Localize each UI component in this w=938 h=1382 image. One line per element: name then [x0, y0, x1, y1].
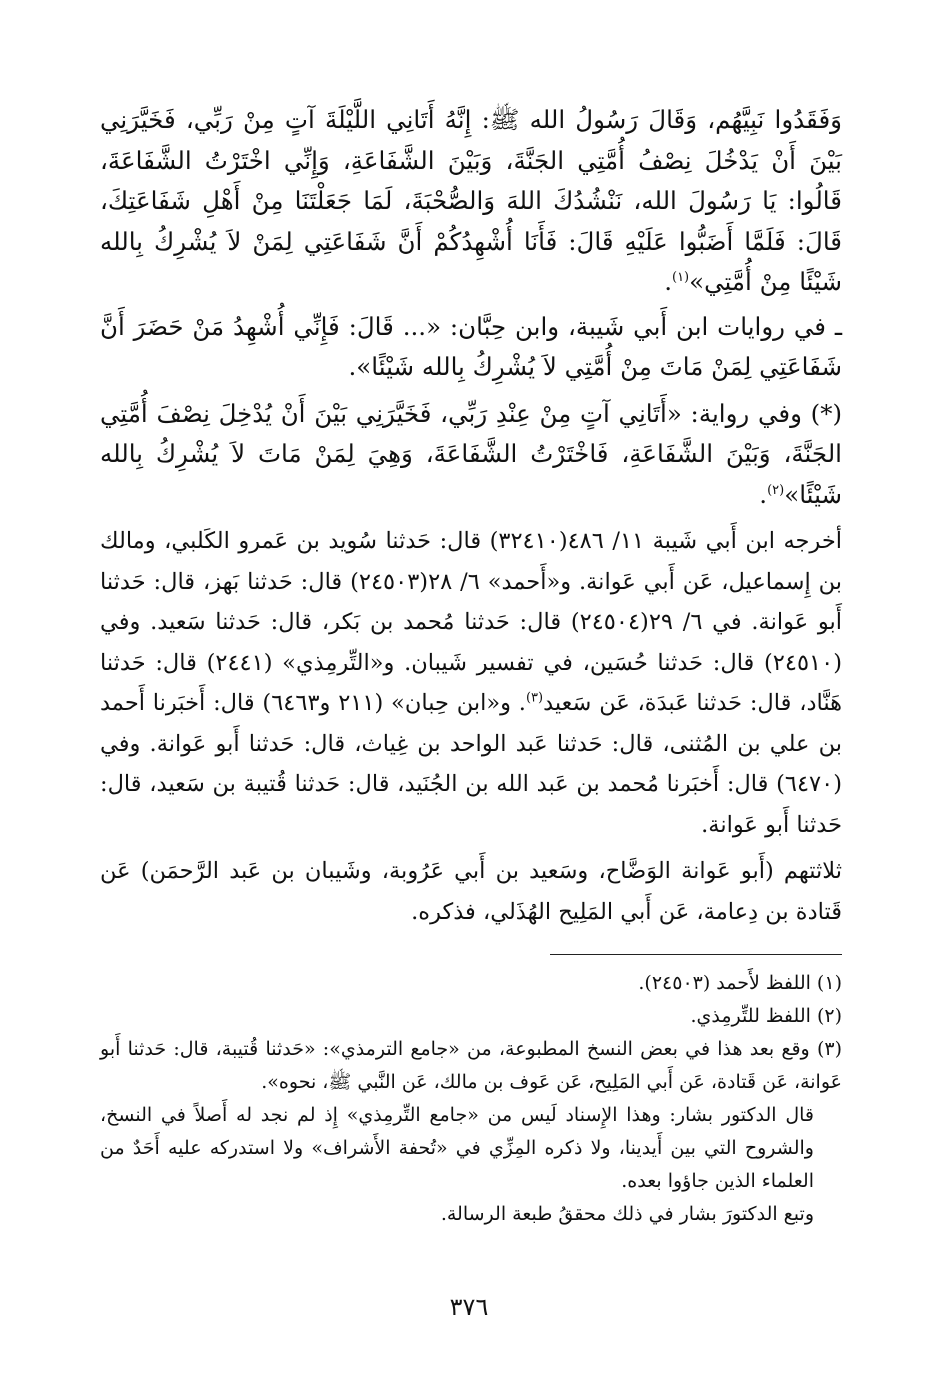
footnote-3: (٣) وقع بعد هذا في بعض النسخ المطبوعة، من «جامع الترمذي»: «حَدثنا قُتيبة، قال: حَدثنا أَبو عَوانة، عَن قَتادة، عَن أَبي المَلِيح، عَن عَوف بن مالك، عَن النَّبي ﷺ، نحوه».: [100, 1038, 842, 1093]
page-content: [100, 100, 842, 1231]
takhrij-text-b: . و«ابن حِبان» (٢١١ و٦٤٦٣) قال: أَخبَرنا أَحمد بن علي بن المُثنى، قال: حَدثنا عَبد الواحد بن غِياث، قال: حَدثنا أَبو عَوانة. وفي (٦٤٧٠) قال: أَخبَرنا مُحمد بن عَبد الله بن الجُنَيد، قال: حَدثنا قُتيبة بن سَعيد، قال: حَدثنا أَبو عَوانة.: [100, 690, 842, 838]
page-number: ٣٧٦: [449, 1293, 489, 1321]
footnote-3-continuation-1: قال الدكتور بشار: وهذا الإِسناد لَيس من «جامع التِّرمِذي» إِذ لم نجد له أَصلاً في النسخ، والشروح التي بين أَيدينا، ولا ذكره المِزِّي في «تُحفة الأَشراف» ولا استدركه عليه أَحَدٌ من العلماء الذين جاؤوا بعده.: [100, 1104, 814, 1192]
isnad-summary-text: ثلاثتهم (أَبو عَوانة الوَضَّاح، وسَعيد بن أَبي عَرُوبة، وشَيبان بن عَبد الرَّحمَن) عَن قَتادة بن دِعامة، عَن أَبي المَلِيح الهُذَلي، فذكره.: [100, 858, 842, 925]
footnote-1: (١) اللفظ لأَحمد (٢٤٥٠٣).: [638, 972, 842, 994]
hadith-paragraph-2: [100, 307, 842, 388]
hadith-text-1-end: .: [664, 267, 672, 296]
hadith-text-3-end: .: [759, 479, 768, 509]
isnad-summary-paragraph: [100, 851, 842, 932]
hadith-text-3: (*) وفي رواية: «أَتَانِي آتٍ مِنْ عِنْدِ رَبِّي، فَخَيَّرَنِي بَيْنَ أَنْ يُدْخِلَ نِصْفَ أُمَّتِي الجَنَّةَ، وَبَيْنَ الشَّفَاعَةِ، فَاخْتَرْتُ الشَّفَاعَةَ، وَهِيَ لِمَنْ مَاتَ لاَ يُشْرِكُ بِالله شَيْئًا»: [100, 398, 842, 509]
hadith-text-2: ـ في روايات ابن أَبي شَيبة، وابن حِبَّان: «... قَالَ: فَإِنِّي أُشْهِدُ مَنْ حَضَرَ أَنَّ شَفَاعَتِي لِمَنْ مَاتَ مِنْ أُمَّتِي لاَ يُشْرِكُ بِالله شَيْئًا».: [100, 311, 842, 381]
takhrij-text-a: أخرجه ابن أَبي شَيبة ١١/ ٤٨٦(٣٢٤١٠) قال: حَدثنا سُويد بن عَمرو الكَلبي، ومالك بن إِسماعيل، عَن أَبي عَوانة. و«أَحمد» ٦/ ٢٨(٢٤٥٠٣) قال: حَدثنا بَهز، قال: حَدثنا أَبو عَوانة. في ٦/ ٢٩(٢٤٥٠٤) قال: حَدثنا مُحمد بن بَكر، قال: حَدثنا سَعيد. وفي (٢٤٥١٠) قال: حَدثنا حُسَين، في تفسير شَيبان. و«التِّرمِذي» (٢٤٤١) قال: حَدثنا هَنَّاد، قال: حَدثنا عَبدَة، عَن سَعيد: [100, 528, 843, 716]
footnote-ref-2[interactable]: (٢): [767, 482, 785, 498]
footnote-3-continuation-2: وتبع الدكتورَ بشار في ذلك محققُ طبعة الرسالة.: [440, 1203, 814, 1225]
footnote-ref-1[interactable]: (١): [671, 269, 690, 285]
footnote-2: (٢) اللفظ للتِّرمِذي.: [690, 1005, 842, 1027]
footnote-separator: [550, 954, 842, 955]
takhrij-paragraph: [100, 521, 842, 845]
hadith-text-1: وَفَقَدُوا نَبِيَّهُم، وَقَالَ رَسُولُ الله ﷺ: إِنَّهُ أَتَانِي اللَّيْلَةَ آتٍ مِنْ رَبِّي، فَخَيَّرَنِي بَيْنَ أَنْ يَدْخُلَ نِصْفُ أُمَّتِي الجَنَّةَ، وَبَيْنَ الشَّفَاعَةِ، وَإِنِّي اخْتَرْتُ الشَّفَاعَةَ، قَالُوا: يَا رَسُولَ الله، نَنْشُدُكَ اللهَ وَالصُّحْبَةَ، لَمَا جَعَلْتَنَا مِنْ أَهْلِ شَفَاعَتِكَ، قَالَ: فَلَمَّا أَضَبُّوا عَلَيْهِ قَالَ: فَأَنَا أُشْهِدُكُمْ أَنَّ شَفَاعَتِي لِمَنْ لاَ يُشْرِكُ بِالله شَيْئًا مِنْ أُمَّتِي»: [100, 105, 842, 296]
footnote-ref-3[interactable]: (٣): [525, 690, 544, 706]
hadith-paragraph-3: [100, 394, 842, 516]
hadith-paragraph-1: [100, 100, 842, 303]
